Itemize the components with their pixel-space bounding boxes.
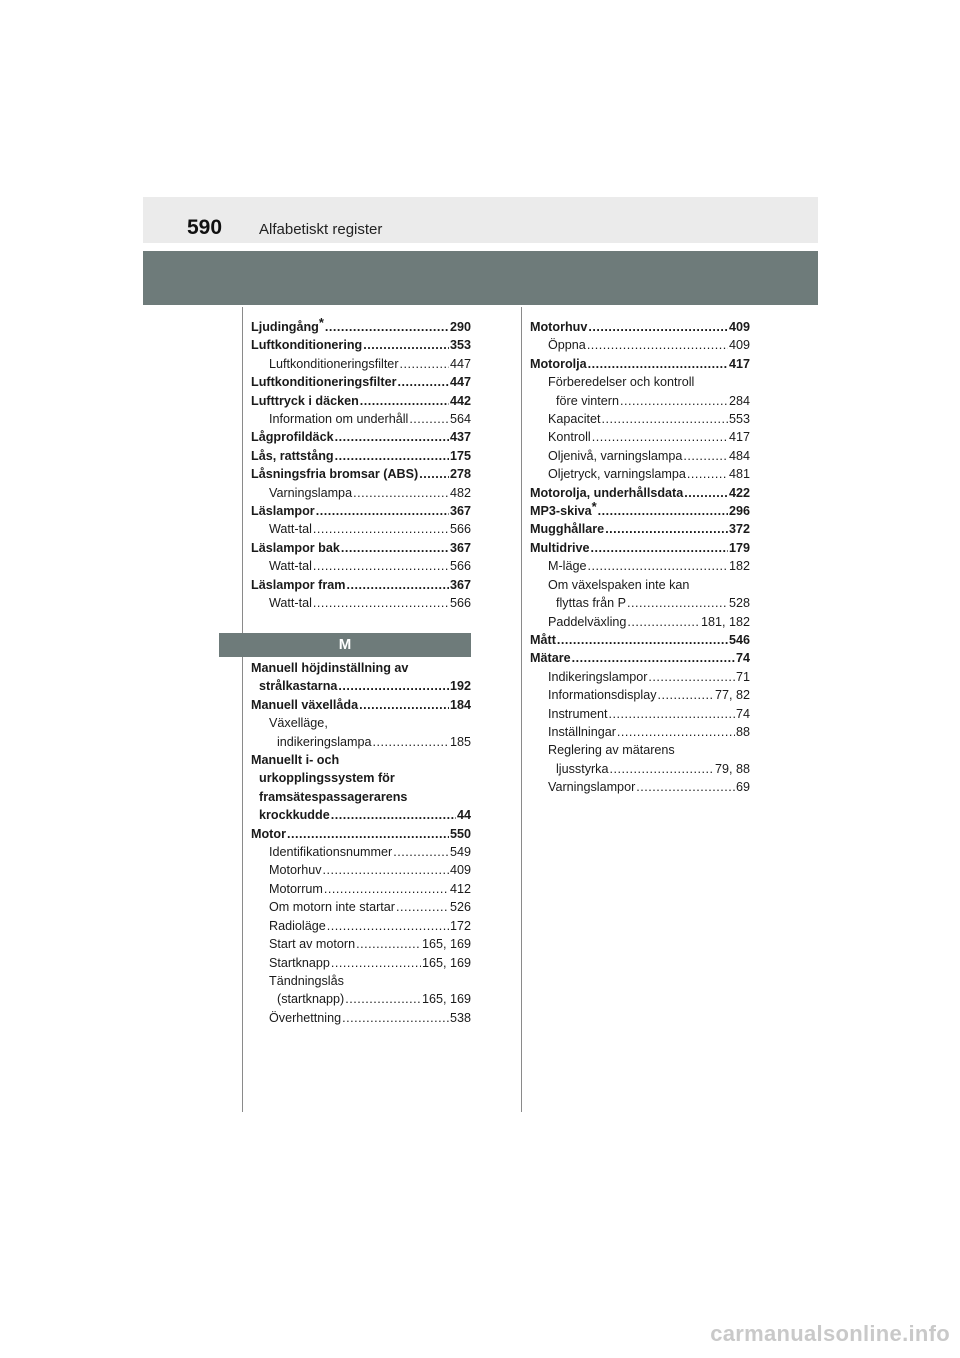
entry-label: (startknapp) [277,992,345,1007]
index-list-l [251,315,471,613]
index-entry [251,315,471,336]
entry-label: Mätare [530,651,571,666]
entry-label: Manuell växellåda [251,697,359,712]
index-subentry [530,723,750,741]
footnote-mark: * [591,499,597,515]
page-reference: 566 [449,522,471,537]
page-reference: 179 [728,540,750,555]
entry-label: Oljenivå, varningslampa [548,448,683,463]
entry-label: Kapacitet [548,412,601,427]
page-reference: 181, 182 [700,614,750,629]
index-entry [530,318,750,336]
index-subentry [251,880,471,898]
leader-dots [658,686,714,704]
page-reference: 353 [449,338,471,353]
leader-dots [557,631,728,649]
index-subentry [530,705,750,723]
page-reference: 417 [728,356,750,371]
entry-label: Inställningar [548,724,616,739]
column-divider-left [242,307,243,1112]
leader-dots [341,539,449,557]
entry-label: Luftkonditionering [251,338,363,353]
entry-label: Luftkonditioneringsfilter [269,356,399,371]
leader-dots [345,990,421,1008]
leader-dots [409,410,449,428]
entry-label: Motorolja [530,356,587,371]
leader-dots [687,465,728,483]
entry-label: Motorhuv [269,863,322,878]
index-entry [251,806,471,824]
index-column-2 [530,318,750,797]
index-subentry [530,778,750,796]
leader-dots [313,594,449,612]
entry-label: flyttas från P [556,596,626,611]
page-reference: 367 [449,540,471,555]
page-reference: 546 [728,632,750,647]
index-list-m-left [251,659,471,1027]
index-entry [251,539,471,557]
entry-label: Identifikationsnummer [269,845,393,860]
entry-label: Motorhuv [530,320,588,334]
page-reference: 409 [728,320,750,334]
leader-dots [602,410,728,428]
entry-label: Paddelväxling [548,614,627,629]
page-reference: 526 [449,900,471,915]
leader-dots [360,392,449,410]
page-reference: 172 [449,918,471,933]
index-subentry [530,613,750,631]
index-entry [530,484,750,502]
entry-label: Watt-tal [269,522,312,537]
leader-dots [617,723,735,741]
page-reference: 566 [449,559,471,574]
leader-dots [359,696,449,714]
index-subentry [530,557,750,575]
page-reference: 367 [449,577,471,592]
entry-label: Multidrive [530,540,590,555]
page-reference: 185 [449,734,471,749]
page-reference: 184 [449,697,471,712]
page-reference: 175 [449,448,471,463]
page-reference: 409 [728,338,750,353]
entry-label: Lås, rattstång [251,448,334,463]
entry-label: Startknapp [269,955,330,970]
index-subentry [530,686,750,704]
index-entry [530,649,750,667]
index-entry-line: framsätespassagerarens [259,789,408,804]
leader-dots [398,373,449,391]
index-subentry [251,484,471,502]
section-letter-m: M [219,633,471,657]
entry-label: Läslampor fram [251,577,346,592]
entry-label: Överhettning [269,1010,342,1025]
leader-dots [313,520,449,538]
entry-label: Mått [530,632,556,647]
entry-label: Öppna [548,338,586,353]
entry-label: Varningslampor [548,780,636,795]
leader-dots [598,502,728,520]
index-subentry [530,410,750,428]
index-entry-line: Förberedelser och kontroll [548,375,695,390]
entry-label: Lufttryck i däcken [251,393,359,408]
watermark: carmanualsonline.info [710,1321,950,1346]
page-reference: 409 [449,863,471,878]
page-reference: 549 [449,845,471,860]
leader-dots [590,539,728,557]
page-reference: 77, 82 [714,688,750,703]
entry-label: Start av motorn [269,937,356,952]
page-reference: 482 [449,485,471,500]
index-subentry [251,594,471,612]
leader-dots [620,392,728,410]
page-reference: 553 [728,412,750,427]
page-reference: 412 [449,881,471,896]
footnote-mark: * [318,315,324,330]
index-entry [251,447,471,465]
leader-dots [396,898,449,916]
entry-label: Läslampor bak [251,540,340,555]
index-subentry [251,520,471,538]
index-column-1-m [251,659,471,1027]
page-title: Alfabetiskt register [259,221,383,238]
index-entry [251,576,471,594]
index-subentry [530,465,750,483]
index-entry [251,502,471,520]
index-entry [251,392,471,410]
index-subentry [251,410,471,428]
index-subentry [251,935,471,953]
leader-dots [609,705,735,723]
index-entry [251,677,471,695]
page-reference: 165, 169 [421,955,471,970]
index-subentry [530,447,750,465]
index-subentry [251,917,471,935]
index-entry [530,520,750,538]
index-subentry [251,355,471,373]
leader-dots [342,1009,449,1027]
entry-label: Instrument [548,706,608,721]
page-reference: 442 [449,393,471,408]
leader-dots [648,668,735,686]
index-entry-line: Tändningslås [269,973,344,988]
index-subentry [251,733,471,751]
index-entry-line: Reglering av mätarens [548,743,675,758]
page-reference: 447 [449,356,471,371]
index-subentry [530,760,750,778]
page-reference: 484 [728,448,750,463]
entry-label: Om motorn inte startar [269,900,395,915]
entry-label: Information om underhåll [269,412,409,427]
entry-label: M-läge [548,559,587,574]
index-subentry [251,898,471,916]
index-subentry [251,843,471,861]
index-subentry [530,668,750,686]
entry-label: strålkastarna [259,679,338,694]
leader-dots [588,318,728,336]
leader-dots [323,861,449,879]
leader-dots [605,520,728,538]
leader-dots [393,843,449,861]
index-entry [530,631,750,649]
index-subentry [530,428,750,446]
index-subentry [251,990,471,1008]
leader-dots [684,484,728,502]
entry-label: Radioläge [269,918,326,933]
entry-label: Mugghållare [530,522,605,537]
page-reference: 437 [449,430,471,445]
entry-label: Luftkonditioneringsfilter [251,375,397,390]
leader-dots [287,825,449,843]
index-entry-line: Om växelspaken inte kan [548,577,690,592]
leader-dots [627,594,728,612]
index-entry [530,539,750,557]
index-entry-line: Manuell höjdinställning av [251,661,409,675]
leader-dots [335,447,449,465]
entry-label: Lågprofildäck [251,430,334,445]
entry-label: indikeringslampa [277,734,372,749]
page-reference: 566 [449,596,471,611]
page-reference: 88 [735,724,750,739]
index-entry [251,465,471,483]
index-column-1 [251,315,471,613]
leader-dots [324,880,449,898]
entry-label: Indikeringslampor [548,669,648,684]
page-reference: 564 [449,412,471,427]
header-band [143,251,818,305]
index-entry [251,373,471,391]
page-reference: 367 [449,504,471,519]
index-entry-line: Manuellt i- och [251,753,340,768]
leader-dots [572,649,735,667]
leader-dots [356,935,421,953]
leader-dots [325,318,449,336]
index-entry-line: urkopplingssystem för [259,771,395,786]
page-reference: 192 [449,679,471,694]
index-entry-line: Växelläge, [269,716,328,731]
page-reference: 538 [449,1010,471,1025]
entry-label: Informationsdisplay [548,688,657,703]
leader-dots [627,613,700,631]
entry-label: Ljudingång [251,320,319,334]
page-reference: 481 [728,467,750,482]
index-subentry [251,954,471,972]
index-entry [251,428,471,446]
leader-dots [609,760,714,778]
entry-label: MP3-skiva [530,504,592,519]
leader-dots [588,355,728,373]
index-subentry [251,1009,471,1027]
leader-dots [331,806,456,824]
leader-dots [338,677,449,695]
leader-dots [346,576,449,594]
leader-dots [331,954,421,972]
leader-dots [636,778,735,796]
page-reference: 447 [449,375,471,390]
index-entry [251,825,471,843]
page-reference: 422 [728,485,750,500]
page-reference: 74 [735,706,750,721]
leader-dots [587,336,728,354]
index-subentry [530,392,750,410]
leader-dots [592,428,728,446]
entry-label: Kontroll [548,430,591,445]
page-reference: 44 [456,808,471,823]
entry-label: Motor [251,826,286,841]
index-entry [251,696,471,714]
leader-dots [588,557,728,575]
entry-label: Watt-tal [269,559,312,574]
entry-label: Motorrum [269,881,323,896]
leader-dots [419,465,449,483]
index-list-m-right [530,318,750,797]
index-subentry [251,861,471,879]
index-entry [530,355,750,373]
page-reference: 278 [449,467,471,482]
index-entry [251,336,471,354]
leader-dots [683,447,728,465]
page-reference: 417 [728,430,750,445]
index-subentry [530,336,750,354]
page-reference: 296 [728,504,750,519]
page-reference: 284 [728,393,750,408]
page-reference: 79, 88 [714,761,750,776]
index-subentry [530,594,750,612]
page-reference: 71 [735,669,750,684]
page-reference: 74 [735,651,750,666]
entry-label: före vintern [556,393,619,408]
column-divider-middle [521,307,522,1112]
index-entry [530,499,750,520]
entry-label: Oljetryck, varningslampa [548,467,686,482]
entry-label: Motorolja, underhållsdata [530,485,684,500]
entry-label: ljusstyrka [556,761,609,776]
page-reference: 290 [449,320,471,334]
index-subentry [251,557,471,575]
page-reference: 372 [728,522,750,537]
leader-dots [313,557,449,575]
entry-label: Läslampor [251,504,315,519]
leader-dots [353,484,449,502]
entry-label: Låsningsfria bromsar (ABS) [251,467,419,482]
leader-dots [327,917,449,935]
page-reference: 550 [449,826,471,841]
header-bar [143,197,818,243]
leader-dots [373,733,449,751]
page-number: 590 [187,216,223,239]
page-reference: 165, 169 [421,937,471,952]
entry-label: Varningslampa [269,485,353,500]
leader-dots [316,502,449,520]
entry-label: krockkudde [259,808,330,823]
leader-dots [400,355,449,373]
leader-dots [363,336,449,354]
page-reference: 528 [728,596,750,611]
page-reference: 69 [735,780,750,795]
page-reference: 182 [728,559,750,574]
page-reference: 165, 169 [421,992,471,1007]
leader-dots [335,428,449,446]
entry-label: Watt-tal [269,596,312,611]
